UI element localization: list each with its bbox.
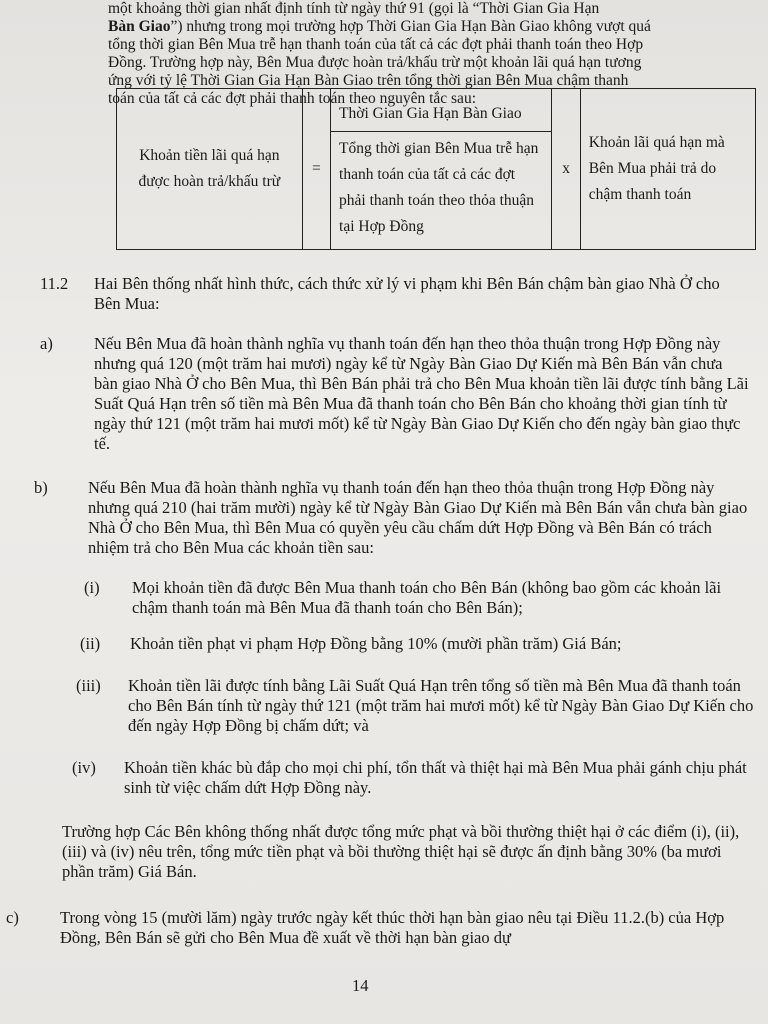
formula-left-cell: Khoản tiền lãi quá hạn được hoàn trả/khấu trừ: [117, 89, 303, 250]
formula-right-cell: Khoản lãi quá hạn mà Bên Mua phải trả do chậm thanh toán: [580, 89, 755, 250]
item-iv-label: (iv): [72, 758, 96, 777]
section-11-2-text: Hai Bên thống nhất hình thức, cách thức xử lý vi phạm khi Bên Bán chậm bàn giao Nhà Ở cho Bên Mua:: [94, 274, 720, 313]
formula-equals: =: [302, 89, 330, 250]
clause-b-text: Nếu Bên Mua đã hoàn thành nghĩa vụ thanh toán đến hạn theo thỏa thuận trong Hợp Đồng này nhưng quá 210 (hai trăm mười) ngày kể từ Ngày Bàn Giao Dự Kiến mà Bên Bán vẫn chưa bàn giao Nhà Ở cho Bên Mua, thì Bên Mua có quyền yêu cầu chấm dứt Hợp Đồng và Bên Bán có trách nhiệm trả cho Bên Mua các khoản tiền sau:: [88, 478, 748, 557]
section-number: 11.2: [40, 274, 69, 293]
item-iv-text: Khoản tiền khác bù đắp cho mọi chi phí, tổn thất và thiệt hại mà Bên Mua phải gánh chịu phát sinh từ việc chấm dứt Hợp Đồng này.: [124, 758, 747, 797]
clause-b-label: b): [34, 478, 48, 497]
item-iii-label: (iii): [76, 676, 101, 695]
item-i-label: (i): [84, 578, 100, 597]
intro-line-6: toán của tất cả các đợt phải thanh toán theo nguyên tắc sau:: [108, 90, 476, 107]
clause-c-label: c): [6, 908, 19, 927]
page-number: 14: [352, 976, 369, 995]
closing-paragraph: Trường hợp Các Bên không thống nhất được tổng mức phạt và bồi thường thiệt hại ở các điểm (i), (ii), (iii) và (iv) nêu trên, tổng mức tiền phạt và bồi thường thiệt hại sẽ được ấn định bằng 30% (ba mươi phần trăm) Giá Bán.: [62, 822, 740, 881]
clause-a-label: a): [40, 334, 53, 353]
intro-line-5: ứng với tỷ lệ Thời Gian Gia Hạn Bàn Giao trên tổng thời gian Bên Mua chậm thanh: [108, 72, 629, 89]
formula-denominator: Tổng thời gian Bên Mua trễ hạn thanh toán của tất cả các đợt phải thanh toán theo thỏa thuận tại Hợp Đồng: [339, 139, 539, 235]
intro-line-4: Đồng. Trường hợp này, Bên Mua được hoàn trả/khấu trừ một khoản lãi quá hạn tương: [108, 54, 642, 71]
item-ii-text: Khoản tiền phạt vi phạm Hợp Đồng bằng 10% (mười phần trăm) Giá Bán;: [130, 634, 622, 653]
intro-line-3: tổng thời gian Bên Mua trễ hạn thanh toán của tất cả các đợt phải thanh toán theo Hợp: [108, 36, 644, 53]
clause-c-text: Trong vòng 15 (mười lăm) ngày trước ngày kết thúc thời hạn bàn giao nêu tại Điều 11.2.(b) của Hợp Đồng, Bên Bán sẽ gửi cho Bên Mua đề xuất về thời hạn bàn giao dự: [60, 908, 725, 947]
formula-numerator: Thời Gian Gia Hạn Bàn Giao: [331, 97, 551, 132]
intro-line-1: một khoảng thời gian nhất định tính từ ngày thứ 91 (gọi là “Thời Gian Gia Hạn: [108, 0, 600, 17]
clause-a-text: Nếu Bên Mua đã hoàn thành nghĩa vụ thanh toán đến hạn theo thỏa thuận trong Hợp Đồng này nhưng quá 120 (một trăm hai mươi) ngày kể từ Ngày Bàn Giao Dự Kiến mà Bên Bán vẫn chưa bàn giao Nhà Ở cho Bên Mua, thì Bên Bán phải trả cho Bên Mua khoản tiền lãi được tính bằng Lãi Suất Quá Hạn trên số tiền mà Bên Mua đã thanh toán cho Bên Bán cho khoảng thời gian tính từ ngày thứ 121 (một trăm hai mươi mốt) kể từ Ngày Bàn Giao Dự Kiến cho đến ngày bàn giao thực tế.: [94, 334, 749, 453]
item-i-text: Mọi khoản tiền đã được Bên Mua thanh toán cho Bên Bán (không bao gồm các khoản lãi chậm thanh toán mà Bên Mua đã thanh toán cho Bên Bán);: [132, 578, 722, 617]
formula-fraction: [331, 89, 552, 250]
intro-line-2-rest: ”) nhưng trong mọi trường hợp Thời Gian Gia Hạn Bàn Giao không vượt quá: [170, 18, 651, 35]
intro-line-2: [108, 18, 756, 36]
item-ii-label: (ii): [80, 634, 101, 653]
formula-table: [116, 88, 756, 250]
defined-term: Bàn Giao: [108, 18, 171, 35]
formula-times: x: [552, 89, 580, 250]
item-iii-text: Khoản tiền lãi được tính bằng Lãi Suất Quá Hạn trên tổng số tiền mà Bên Mua đã thanh toán cho Bên Bán tính từ ngày thứ 121 (một trăm hai mươi mốt) kể từ Ngày Bàn Giao Dự Kiến cho đến ngày Hợp Đồng bị chấm dứt; và: [128, 676, 754, 735]
